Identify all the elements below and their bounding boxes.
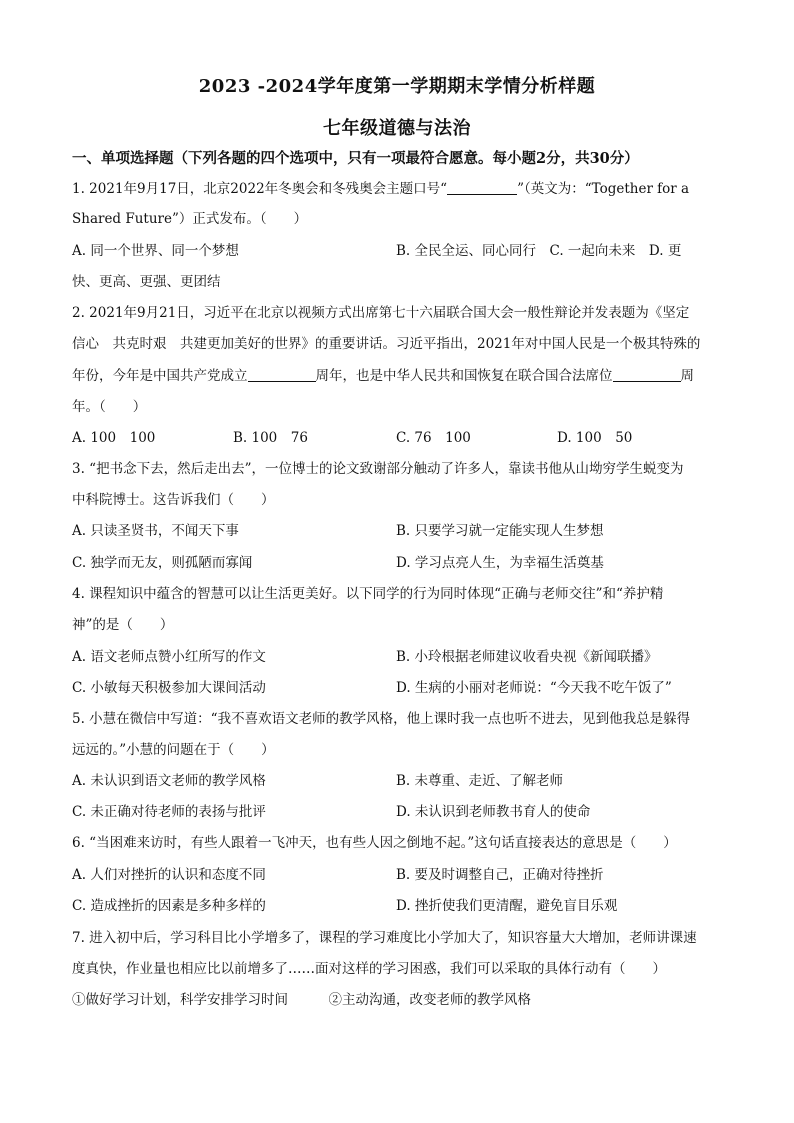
question-4-option-c: C. 小敏每天积极参加大课间活动 [72, 680, 266, 696]
question-2-option-d: D. 100 50 [557, 430, 633, 446]
question-3-option-a: A. 只读圣贤书，不闻天下事 [72, 523, 239, 539]
question-4-option-d: D. 生病的小丽对老师说：“今天我不吃午饭了” [396, 680, 672, 696]
question-2-text-b: 周年，也是中华人民共和国恢复在联合国合法席位 [315, 368, 613, 384]
section-heading: 一、单项选择题（下列各题的四个选项中，只有一项最符合愿意。每小题2分，共30分） [72, 150, 639, 167]
question-6-line-1: 6. “当困难来访时，有些人跟着一飞冲天，也有些人因之倒地不起。”这句话直接表达的意思是（ ） [72, 835, 677, 851]
question-3-line-1: 3. “把书念下去，然后走出去”，一位博士的论文致谢部分触动了许多人，靠读书他从山坳穷学生蜕变为 [72, 461, 684, 477]
question-6-option-d: D. 挫折使我们更清醒，避免盲目乐观 [396, 898, 618, 914]
question-1-options-bcd: B. 全民全运、同心同行 C. 一起向未来 D. 更 [396, 243, 682, 259]
question-6-option-c: C. 造成挫折的因素是多种多样的 [72, 898, 266, 914]
question-5-option-c: C. 未正确对待老师的表扬与批评 [72, 804, 266, 820]
answer-blank [447, 180, 517, 195]
question-2-line-4: 年。（ ） [72, 399, 147, 415]
question-5-option-d: D. 未认识到老师教书育人的使命 [396, 804, 591, 820]
question-1-option-continued: 快、更高、更强、更团结 [72, 274, 221, 290]
question-2-option-b: B. 100 76 [233, 430, 308, 446]
question-5-option-a: A. 未认识到语文老师的教学风格 [72, 773, 266, 789]
question-4-option-b: B. 小玲根据老师建议收看央视《新闻联播》 [396, 649, 658, 665]
question-2-line-2: 信心 共克时艰 共建更加美好的世界》的重要讲话。习近平指出，2021年对中国人民是一个极其特殊的 [72, 336, 701, 352]
exam-title: 2023 -2024学年度第一学期期末学情分析样题 [198, 76, 596, 97]
question-2-text-a: 年份，今年是中国共产党成立 [72, 368, 248, 384]
question-3-option-b: B. 只要学习就一定能实现人生梦想 [396, 523, 604, 539]
question-3-line-2: 中科院博士。这告诉我们（ ） [72, 492, 275, 508]
question-4-line-1: 4. 课程知识中蕴含的智慧可以让生活更美好。以下同学的行为同时体现“正确与老师交往”和“养护精 [72, 586, 664, 602]
answer-blank [613, 367, 681, 382]
question-2-line-1: 2. 2021年9月21日，习近平在北京以视频方式出席第七十六届联合国大会一般性辩论并发表题为《坚定 [72, 305, 690, 321]
question-1-option-a: A. 同一个世界、同一个梦想 [72, 243, 239, 259]
question-5-option-b: B. 未尊重、走近、了解老师 [396, 773, 564, 789]
question-3-option-d: D. 学习点亮人生，为幸福生活奠基 [396, 555, 604, 571]
answer-blank [248, 367, 316, 382]
question-3-option-c: C. 独学而无友，则孤陋而寡闻 [72, 555, 253, 571]
question-1-text-a: 1. 2021年9月17日，北京2022年冬奥会和冬残奥会主题口号“ [72, 181, 448, 197]
question-7-line-2: 度真快，作业量也相应比以前增多了……面对这样的学习困惑，我们可以采取的具体行动有（ ） [72, 961, 666, 977]
question-1-line-2: Shared Future”）正式发布。（ ） [72, 211, 308, 227]
question-7-line-1: 7. 进入初中后，学习科目比小学增多了，课程的学习难度比小学加大了，知识容量大大增加，老师讲课速 [72, 930, 697, 946]
question-4-option-a: A. 语文老师点赞小红所写的作文 [72, 649, 266, 665]
question-6-option-a: A. 人们对挫折的认识和态度不同 [72, 867, 266, 883]
question-6-option-b: B. 要及时调整自己，正确对待挫折 [396, 867, 604, 883]
question-1-text-b: ”（英文为：“Together for a [517, 181, 690, 197]
question-1-line-1 [72, 177, 722, 197]
question-2-option-c: C. 76 100 [396, 430, 471, 446]
question-2-option-a: A. 100 100 [72, 430, 156, 446]
question-5-line-2: 远远的。”小慧的问题在于（ ） [72, 742, 275, 758]
question-5-line-1: 5. 小慧在微信中写道：“我不喜欢语文老师的教学风格，他上课时我一点也听不进去，见到他我总是躲得 [72, 711, 691, 727]
question-2-line-3 [72, 364, 722, 384]
question-7-line-3: ①做好学习计划，科学安排学习时间 ②主动沟通，改变老师的教学风格 [72, 992, 531, 1008]
question-4-line-2: 神”的是（ ） [72, 617, 174, 633]
exam-subject-title: 七年级道德与法治 [323, 118, 471, 139]
question-2-text-c: 周 [680, 368, 694, 384]
